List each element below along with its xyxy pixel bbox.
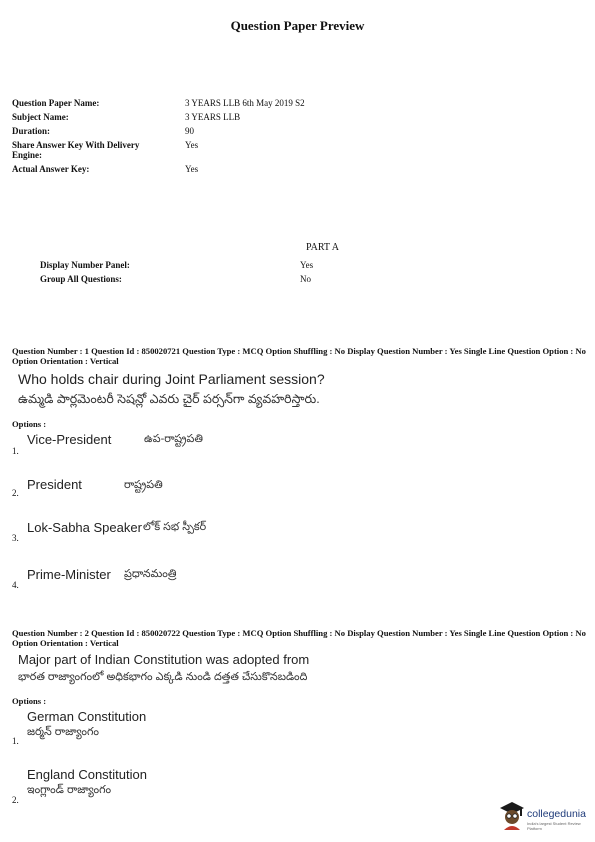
option-text-te: ప్రధానమంత్రి xyxy=(124,568,177,580)
meta-value-share-key: Yes xyxy=(185,140,199,150)
option-text-te: లోక్ సభ స్పీకర్ xyxy=(143,521,207,533)
meta-value-answer-key: Yes xyxy=(185,164,199,174)
meta-label-share-key: Share Answer Key With Delivery Engine: xyxy=(12,140,140,160)
meta-label-paper-name: Question Paper Name: xyxy=(12,98,100,108)
meta-label-answer-key: Actual Answer Key: xyxy=(12,164,90,174)
option-text-en[interactable]: President xyxy=(27,477,82,492)
option-number: 3. xyxy=(12,533,19,543)
option-text-en[interactable]: Lok-Sabha Speaker xyxy=(27,520,142,535)
meta-label-duration: Duration: xyxy=(12,126,50,136)
option-number: 2. xyxy=(12,795,19,805)
question-text-te: ఉమ్మడి పార్లమెంటరీ సెషన్లో ఎవరు చైర్ పర్సన్‌గా వ్యవహరిస్తారు. xyxy=(18,392,320,406)
option-text-en[interactable]: Vice-President xyxy=(27,432,112,447)
options-label: Options : xyxy=(12,419,47,429)
part-setting-label-number-panel: Display Number Panel: xyxy=(40,260,130,270)
option-number: 1. xyxy=(12,446,19,456)
graduate-mascot-icon xyxy=(498,800,526,832)
options-label: Options : xyxy=(12,696,47,706)
logo-brand-text: collegedunia xyxy=(527,808,586,820)
option-text-te: ఇంగ్లాండ్ రాజ్యాంగం xyxy=(27,784,112,796)
part-setting-value-number-panel: Yes xyxy=(300,260,314,270)
question-text-en: Who holds chair during Joint Parliament session? xyxy=(18,371,325,387)
question-text-te: భారత రాజ్యాంగంలో అధికభాగం ఎక్కడి నుండి దత్తత చేసుకొనబడింది xyxy=(18,671,308,683)
part-title: PART A xyxy=(306,242,340,253)
page-title: Question Paper Preview xyxy=(230,18,365,33)
meta-value-paper-name: 3 YEARS LLB 6th May 2019 S2 xyxy=(185,98,305,108)
meta-label-subject: Subject Name: xyxy=(12,112,69,122)
option-text-te: రాష్ట్రపతి xyxy=(124,479,163,491)
option-text-te: జర్మన్ రాజ్యాంగం xyxy=(27,726,99,738)
option-text-en[interactable]: England Constitution xyxy=(27,767,147,782)
option-text-en[interactable]: German Constitution xyxy=(27,709,147,724)
option-number: 1. xyxy=(12,736,19,746)
question-header: Question Number : 1 Question Id : 850020721 Question Type : MCQ Option Shuffling : No Display Question Number : Yes Single Line Question Option : No Option Orientation : Vertical xyxy=(12,346,586,366)
question-text-en: Major part of Indian Constitution was adopted from xyxy=(18,652,310,667)
logo-tagline: India's largest Student Review Platform xyxy=(527,821,581,831)
option-text-te: ఉప-రాష్ట్రపతి xyxy=(144,433,203,445)
option-text-en[interactable]: Prime-Minister xyxy=(27,567,111,582)
option-number: 4. xyxy=(12,580,19,590)
part-setting-label-group-questions: Group All Questions: xyxy=(40,274,122,284)
option-number: 2. xyxy=(12,488,19,498)
meta-value-duration: 90 xyxy=(185,126,194,136)
question-header: Question Number : 2 Question Id : 850020722 Question Type : MCQ Option Shuffling : No Display Question Number : Yes Single Line Question Option : No Option Orientation : Vertical xyxy=(12,628,586,648)
meta-value-subject: 3 YEARS LLB xyxy=(185,112,241,122)
part-setting-value-group-questions: No xyxy=(300,274,311,284)
